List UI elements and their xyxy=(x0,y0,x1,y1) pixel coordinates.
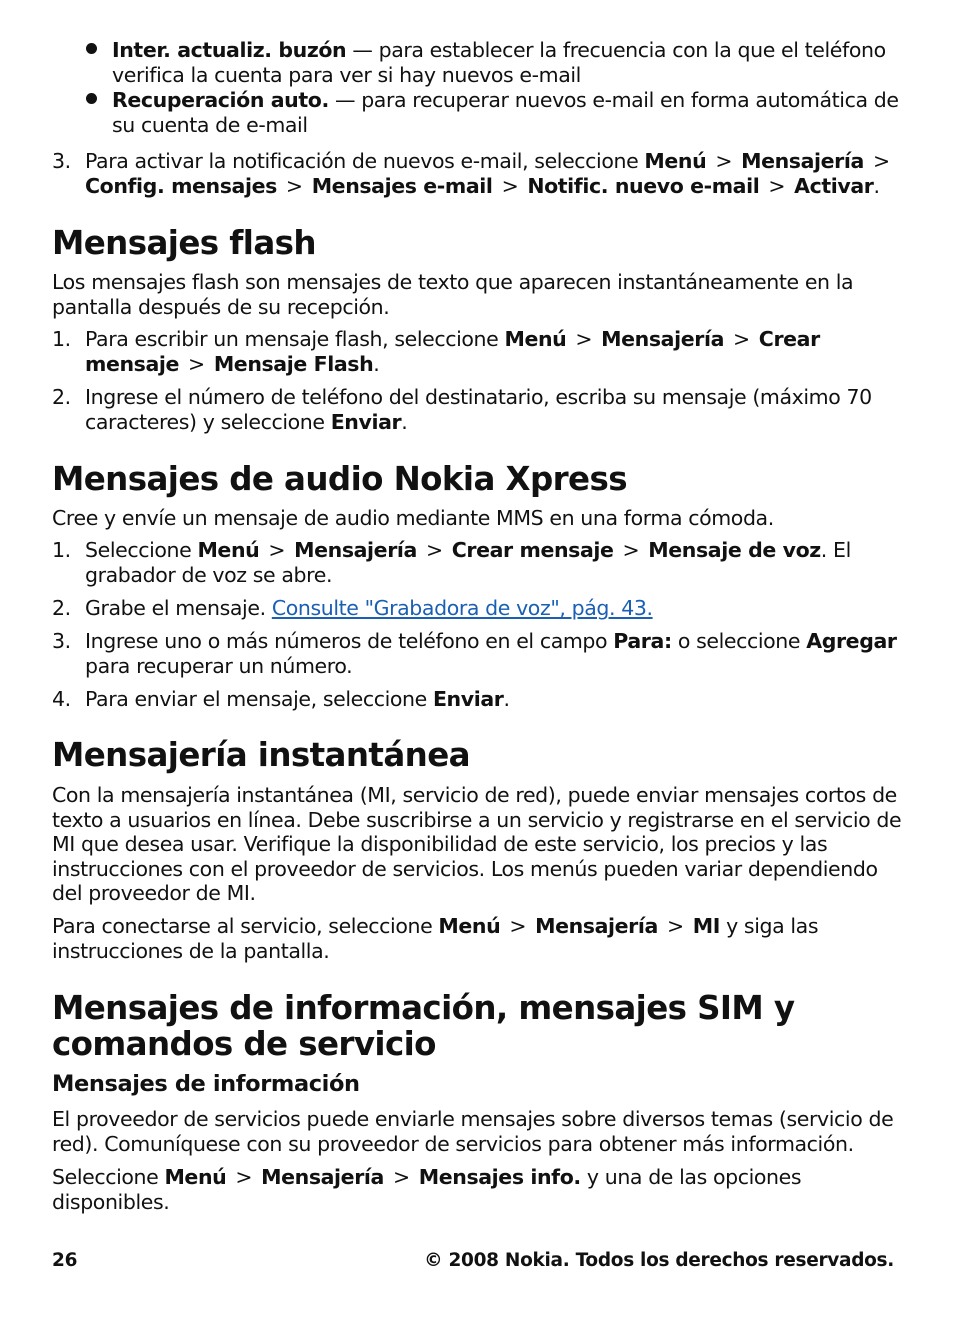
info-para-1: El proveedor de servicios puede enviarle mensajes sobre diversos temas (servicio de red). Comuníquese con su proveedor de servicios para obtener más información. xyxy=(52,1107,894,1156)
bullet-list xyxy=(86,38,901,137)
section-title-im: Mensajería instantánea xyxy=(52,736,470,774)
audio-step-2: 2. Grabe el mensaje. Consulte "Grabadora de voz", pág. 43. xyxy=(52,596,653,620)
audio-intro: Cree y envíe un mensaje de audio mediante MMS en una forma cómoda. xyxy=(52,506,774,530)
list-item: Inter. actualiz. buzón — para establecer la frecuencia con la que el teléfono verifica la cuenta para ver si hay nuevos e-mail xyxy=(86,38,901,88)
flash-step-1: 1. Para escribir un mensaje flash, seleccione Menú > Mensajería > Crear mensaje > Mensaje Flash. xyxy=(52,327,820,376)
menu-path-item: MI xyxy=(692,914,720,938)
voice-recorder-link[interactable]: Consulte "Grabadora de voz", pág. 43. xyxy=(271,596,653,620)
section-title-audio: Mensajes de audio Nokia Xpress xyxy=(52,460,627,498)
bullet-icon xyxy=(86,93,97,104)
menu-path-item: Mensaje Flash xyxy=(213,351,374,376)
menu-path-item: Mensajería xyxy=(741,149,864,173)
section-title-flash: Mensajes flash xyxy=(52,224,316,262)
menu-path-item: Menú xyxy=(197,538,260,562)
copyright: © 2008 Nokia. Todos los derechos reservados. xyxy=(424,1250,894,1271)
menu-path-item: Mensaje de voz xyxy=(648,538,821,562)
menu-path-item: Crear mensaje xyxy=(85,327,820,376)
list-item: Recuperación auto. — para recuperar nuevos e-mail en forma automática de su cuenta de e-mail xyxy=(86,88,901,137)
menu-path-item: Menú xyxy=(438,914,501,938)
flash-step-2: 2. Ingrese el número de teléfono del destinatario, escriba su mensaje (máximo 70 caracteres) y seleccione Enviar. xyxy=(52,385,872,434)
menu-path-item: Mensajería xyxy=(294,538,417,562)
menu-path-item: Mensajería xyxy=(601,327,725,351)
menu-path-item: Crear mensaje xyxy=(451,538,614,562)
audio-step-1: 1. Seleccione Menú > Mensajería > Crear mensaje > Mensaje de voz. El grabador de voz se abre. xyxy=(52,538,851,587)
menu-path-item: Mensajería xyxy=(261,1165,384,1189)
menu-path-item: Menú xyxy=(644,149,707,173)
im-para-1: Con la mensajería instantánea (MI, servicio de red), puede enviar mensajes cortos de texto a usuarios en línea. Debe suscribirse a un servicio y registrarse en el servicio de MI que desea usar. Verifique la disponibilidad de este servicio, los precios y las instrucciones con el proveedor de servicios. Los menús pueden variar dependiendo del proveedor de MI. xyxy=(52,783,902,905)
menu-path-item: Mensajería xyxy=(535,914,658,938)
menu-path-item: Mensajes e-mail xyxy=(311,173,493,198)
subsection-title-info: Mensajes de información xyxy=(52,1071,360,1097)
im-para-2: Para conectarse al servicio, seleccione Menú > Mensajería > MI y siga las instrucciones de la pantalla. xyxy=(52,914,819,963)
menu-path-item: Mensajes info. xyxy=(418,1165,581,1189)
flash-intro: Los mensajes flash son mensajes de texto que aparecen instantáneamente en la pantalla después de su recepción. xyxy=(52,270,854,319)
menu-path-item: Config. mensajes xyxy=(85,173,277,198)
audio-step-3: 3. Ingrese uno o más números de teléfono en el campo Para: o seleccione Agregar para recuperar un número. xyxy=(52,629,897,678)
menu-path-item: Notific. nuevo e-mail xyxy=(527,173,760,198)
section-title-info: Mensajes de información, mensajes SIM y comandos de servicio xyxy=(52,989,795,1063)
menu-path-item: Menú xyxy=(164,1165,227,1189)
menu-path-item: Menú xyxy=(504,327,567,351)
page-number: 26 xyxy=(52,1250,78,1271)
step-email-notification: 3. Para activar la notificación de nuevos e-mail, seleccione Menú > Mensajería >Config. mensajes > Mensajes e-mail > Notific. nuevo e-mail > Activar. xyxy=(52,149,890,198)
menu-path-item: Activar xyxy=(794,173,874,198)
bullet-icon xyxy=(86,43,97,54)
info-para-2: Seleccione Menú > Mensajería > Mensajes info. y una de las opciones disponibles. xyxy=(52,1165,802,1214)
audio-step-4: 4. Para enviar el mensaje, seleccione Enviar. xyxy=(52,687,510,711)
